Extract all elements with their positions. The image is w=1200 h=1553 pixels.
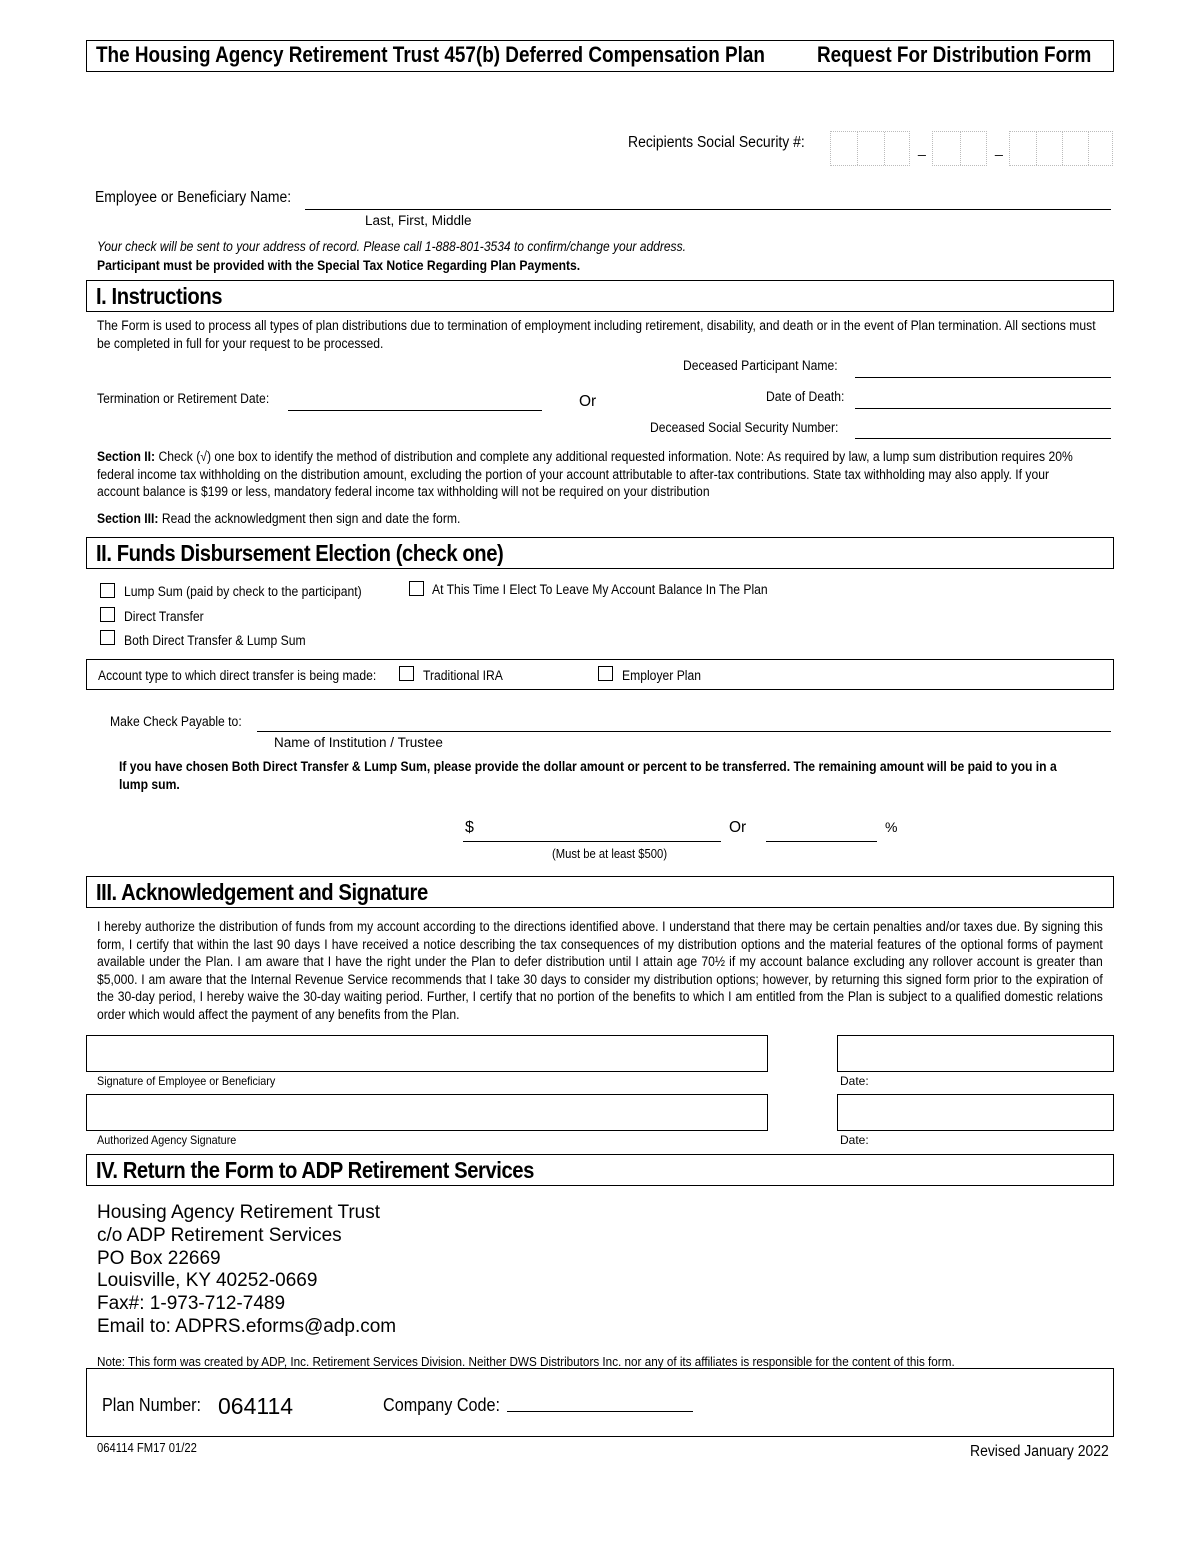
payable-sublabel: Name of Institution / Trustee bbox=[274, 735, 443, 750]
ssn-field-part1[interactable] bbox=[830, 131, 910, 166]
termination-date-field[interactable] bbox=[288, 410, 542, 411]
employee-signature-label: Signature of Employee or Beneficiary bbox=[97, 1074, 276, 1088]
company-code-field[interactable] bbox=[507, 1411, 693, 1412]
leave-balance-checkbox[interactable] bbox=[409, 581, 424, 596]
address-notice: Your check will be sent to your address of record. Please call 1-888-801-3534 to confirm/change your address. bbox=[97, 238, 686, 254]
revised-date: Revised January 2022 bbox=[970, 1443, 1109, 1460]
deceased-name-field[interactable] bbox=[855, 377, 1111, 378]
deceased-ssn-field[interactable] bbox=[855, 438, 1111, 439]
tax-notice: Participant must be provided with the Special Tax Notice Regarding Plan Payments. bbox=[97, 258, 581, 273]
ssn-field-part2[interactable] bbox=[932, 131, 987, 166]
employee-signature-box[interactable] bbox=[86, 1035, 768, 1072]
section-3-heading: III. Acknowledgement and Signature bbox=[86, 876, 1114, 908]
both-note: If you have chosen Both Direct Transfer & Lump Sum, please provide the dollar amount or percent to be transferred. The remaining amount will be paid to you in a lump sum. bbox=[119, 759, 1057, 792]
section-3-instructions: Section III: Read the acknowledgment then sign and date the form. bbox=[97, 511, 461, 526]
minimum-note: (Must be at least $500) bbox=[552, 847, 668, 861]
deceased-name-label: Deceased Participant Name: bbox=[683, 358, 838, 373]
date-of-death-label: Date of Death: bbox=[766, 389, 845, 404]
transfer-amount-field[interactable] bbox=[463, 841, 721, 842]
agency-date-label: Date: bbox=[840, 1133, 869, 1147]
section-2-instructions: Section II: Check (√) one box to identify the method of distribution and complete any additional requested information. Note: As required by law, a lump sum distribution requires 20% federal income tax withholding on the distribution amount, excluding the portion of your account attributable to after-tax contributions. State tax withholding may also apply. If your account balance is $199 or less, mandatory federal income tax withholding will not be required on your distribution bbox=[97, 449, 1073, 500]
direct-transfer-checkbox[interactable] bbox=[100, 607, 115, 622]
section-4-heading: IV. Return the Form to ADP Retirement Services bbox=[86, 1154, 1114, 1186]
or-label: Or bbox=[579, 393, 597, 410]
traditional-ira-label: Traditional IRA bbox=[423, 668, 503, 683]
section-2-heading: II. Funds Disbursement Election (check one) bbox=[86, 537, 1114, 569]
plan-info-box bbox=[86, 1368, 1114, 1437]
address-line: c/o ADP Retirement Services bbox=[97, 1224, 342, 1246]
form-header bbox=[86, 40, 1114, 72]
agency-date-box[interactable] bbox=[837, 1094, 1114, 1131]
agency-signature-box[interactable] bbox=[86, 1094, 768, 1131]
dollar-sign: $ bbox=[465, 819, 474, 836]
instructions-intro: The Form is used to process all types of plan distributions due to termination of employment including retirement, disability, and death or in the event of Plan termination. All sections must be completed in full for your request to be processed. bbox=[97, 318, 1096, 351]
form-title: Request For Distribution Form bbox=[817, 42, 1092, 67]
ssn-dash-1: _ bbox=[918, 140, 926, 156]
transfer-percent-field[interactable] bbox=[766, 841, 877, 842]
ssn-field-part3[interactable] bbox=[1009, 131, 1113, 166]
employee-date-label: Date: bbox=[840, 1074, 869, 1088]
address-line: Louisville, KY 40252-0669 bbox=[97, 1270, 318, 1292]
company-code-label: Company Code: bbox=[383, 1395, 501, 1415]
account-type-row bbox=[86, 659, 1114, 690]
footer-note: Note: This form was created by ADP, Inc. Retirement Services Division. Neither DWS Distributors Inc. nor any of its affiliates is responsible for the content of this form. bbox=[97, 1354, 955, 1369]
payable-label: Make Check Payable to: bbox=[110, 714, 242, 729]
address-line: PO Box 22669 bbox=[97, 1247, 221, 1269]
name-field[interactable] bbox=[305, 209, 1111, 210]
plan-number-label: Plan Number: bbox=[102, 1395, 202, 1415]
lump-sum-label: Lump Sum (paid by check to the participant) bbox=[124, 584, 362, 599]
agency-signature-label: Authorized Agency Signature bbox=[97, 1133, 237, 1147]
deceased-ssn-label: Deceased Social Security Number: bbox=[650, 420, 839, 435]
ssn-dash-2: _ bbox=[995, 140, 1003, 156]
payable-field[interactable] bbox=[257, 731, 1111, 732]
address-line: Housing Agency Retirement Trust bbox=[97, 1202, 381, 1223]
date-of-death-field[interactable] bbox=[855, 408, 1111, 409]
plan-number-value: 064114 bbox=[218, 1393, 294, 1419]
name-sublabel: Last, First, Middle bbox=[365, 213, 472, 228]
both-label: Both Direct Transfer & Lump Sum bbox=[124, 633, 306, 648]
termination-date-label: Termination or Retirement Date: bbox=[97, 391, 270, 406]
employer-plan-label: Employer Plan bbox=[622, 668, 702, 683]
form-id: 064114 FM17 01/22 bbox=[97, 1441, 197, 1455]
return-address bbox=[97, 1202, 396, 1339]
address-line: Email to: ADPRS.eforms@adp.com bbox=[97, 1315, 397, 1337]
plan-title: The Housing Agency Retirement Trust 457(b) Deferred Compensation Plan bbox=[96, 42, 765, 67]
employee-date-box[interactable] bbox=[837, 1035, 1114, 1072]
direct-transfer-label: Direct Transfer bbox=[124, 609, 204, 624]
address-line: Fax#: 1-973-712-7489 bbox=[97, 1293, 286, 1315]
name-label: Employee or Beneficiary Name: bbox=[95, 189, 292, 206]
percent-sign: % bbox=[885, 819, 898, 835]
account-type-label: Account type to which direct transfer is being made: bbox=[98, 668, 377, 683]
or-label-2: Or bbox=[729, 819, 747, 836]
lump-sum-checkbox[interactable] bbox=[100, 583, 115, 598]
ssn-label: Recipients Social Security #: bbox=[628, 134, 805, 151]
both-checkbox[interactable] bbox=[100, 630, 115, 645]
leave-balance-label: At This Time I Elect To Leave My Account Balance In The Plan bbox=[432, 582, 768, 597]
section-1-heading: I. Instructions bbox=[86, 280, 1114, 312]
acknowledgement-text: I hereby authorize the distribution of funds from my account according to the directions identified above. I understand that there may be certain penalties and/or taxes due. By signing this form, I certify that within the last 90 days I have received a notice describing the tax consequences of my distribution options and the material features of the optional forms of payment available under the Plan. I am aware that I have the right under the Plan to defer distribution until I attain age 70½ if my account balance excluding any rollover account is greater than $5,000. I am aware that the Internal Revenue Service recommends that I take 30 days to consider my distribution options; however, by returning this signed form prior to the expiration of the 30-day period, I hereby waive the 30-day waiting period. Further, I certify that no portion of the benefits to which I am entitled from the Plan is subject to a qualified domestic relations order which would affect the payment of any benefits from the Plan. bbox=[97, 919, 1103, 1022]
traditional-ira-checkbox[interactable] bbox=[399, 666, 414, 681]
employer-plan-checkbox[interactable] bbox=[598, 666, 613, 681]
